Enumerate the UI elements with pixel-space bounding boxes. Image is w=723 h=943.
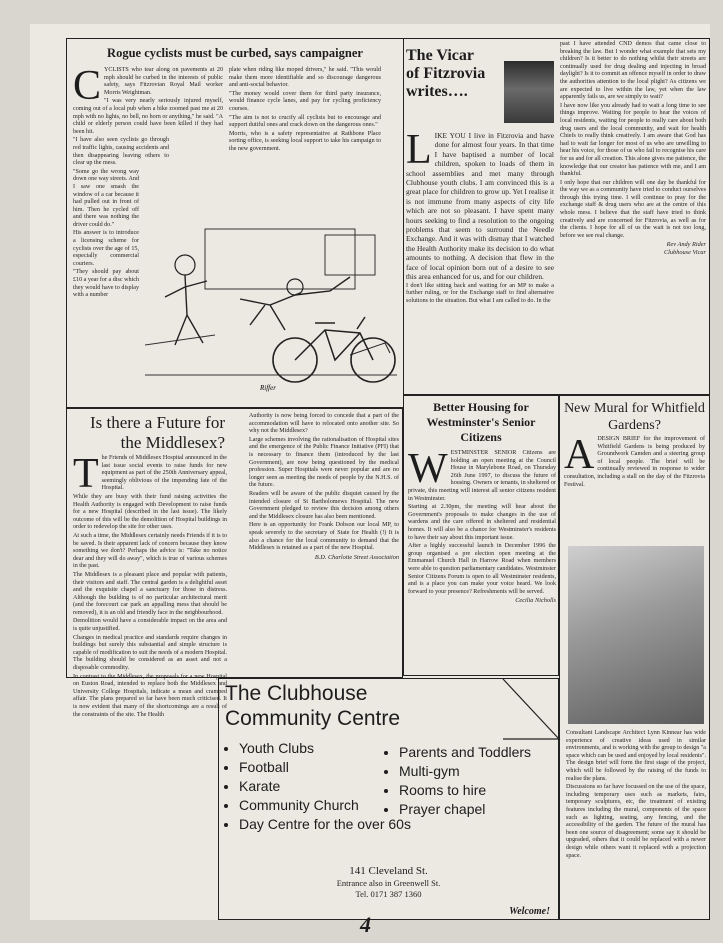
paragraph: past I have attended CND demos that came close to breaking the law. But I wonder what example that sets my children? Is it better to do nothing whilst their streets are continually used for drug dealing and injecting in broad daylight? Is it to commit an offence myself in order to draw the authorities attention to the local plight? As citizens we are expected to live within the law, yet when the law apparently fails us, are we simply to wait? [560, 41, 706, 101]
clubhouse-ad [218, 678, 559, 920]
vicar-signature-title: Clubhouse Vicar [663, 249, 706, 257]
vicar-col1 [406, 127, 554, 306]
drop-cap: W [408, 446, 448, 492]
drop-cap: L [406, 127, 432, 173]
facility-item: • Football [239, 758, 411, 777]
paragraph: I only hope that our children will one day be thankful for the way we as a community have tried to conduct ourselves through this trying time. I will continue to pray for the exchange staff & drug users who are at the centre of this whole mess. I believe that the staff have tried to think creatively and are concerned for Fitzrovia, as well as for the clients. I hope for all of us the wait is not too long, before we see real change. [560, 179, 706, 239]
paragraph: Demolition would have a considerable impact on the area and is quite unjustified. [73, 618, 227, 633]
housing-signature: Cecilia Nicholls [515, 597, 556, 605]
facility-item: • Rooms to hire [399, 781, 531, 800]
facility-item: • Karate [239, 777, 411, 796]
mural-headline: New Mural for Whitfield Gardens? [564, 401, 705, 433]
facility-item: • Multi-gym [399, 762, 531, 781]
housing-article [403, 395, 559, 676]
paragraph: Authority is now being forced to concede that a part of the accommodation will have to relocated onto another site. So why not the Middlesex? [249, 413, 399, 435]
paragraph: Here is an opportunity for Frank Dobson our local MP, to speak severely to the secretary of State for Health (!) It is also a chance for the local community to demand that the Middlesex is retained as a part of the new Hospital. [249, 522, 399, 552]
paragraph: "They should pay about £10 a year for a disc which they would have to display with a number [73, 269, 139, 299]
paragraph: The Middlesex is a pleasant place and popular with patients, their visitors and staff. The central garden is a delightful asset and the exquisite chapel a sanctuary for those in distress. Although the building is of no particular architectural merit (and the forecourt car park an appalling mess that should be removed), it is an old and friendly face in the neighbourhood. [73, 571, 227, 616]
paragraph: IKE YOU I live in Fitzrovia and have done for almost four years. In that time I have baptised a number of local children, spoken to loads of them in school assemblies and met many through Clubhouse youth clubs. I am convinced this is a great place for children to grow up. Yet I realise it is not immune from many aspects of city life which are not so pleasant. I have spent many hours seeking to find a resolution to the ongoing problems that seem to surround the Needle Exchange. And it was with dismay that I watched the Health Authority make its decision to do what amounts to nothing. A decision that flew in the face of local opinion born out of a desire to see this area enhanced for us, and for our children. [406, 131, 554, 282]
paragraph: "Some go the wrong way down one way streets. And I saw one smash the window of a car because it had pulled out in front of him. Then he cycled off and there was nothing the driver could do." [73, 168, 139, 228]
paragraph: Starting at 2.30pm, the meeting will hear about the Government's proposals to make changes in the use of wardens and the care offered in sheltered and residential homes. It will also be a chance for Westminster's residents to have their say about this important issue. [408, 504, 556, 541]
cyclists-col2 [229, 67, 381, 155]
paragraph: I have now like you already had to wait a long time to see things improve. Waiting for people to hear the voices of local residents, waiting for people to really care about both drug users and the local community, and wait for health Chiefs to really think creatively. I am aware that God has had to wait far longer for most of us who are unwilling to hear his voice, for those of us who fail to recognise his care for us and for all creation. This alone gives me patience, the knowledge that our creator has patience with me, and I am thankful. [560, 102, 706, 178]
facility-item: • Day Centre for the over 60s [239, 815, 411, 834]
vicar-signature-name: Rev Andy Rider [666, 241, 706, 249]
clubhouse-title [225, 681, 400, 731]
facility-item: • Prayer chapel [399, 800, 531, 819]
paragraph: he Friends of Middlesex Hospital announced in the last issue social events to raise funds for new equipment as part of the 250th Anniversary appeal, seemingly oblivious of the impending fate of the Hospital. [101, 455, 227, 492]
paragraph: I don't like sitting back and waiting for an MP to make a further ruling, or for the Exchange staff to find alternative solutions to the situation. But what I am called to do. In the [406, 282, 554, 304]
clubhouse-title-line: The Clubhouse [225, 682, 368, 705]
corner-triangle-icon [503, 679, 559, 739]
vicar-headline-line: The Vicar [406, 47, 474, 64]
clubhouse-entrance: Entrance also in Greenwell St. [336, 878, 441, 888]
middlesex-col2 [249, 413, 399, 562]
middlesex-headline: Is there a Future for the Middlesex? [89, 413, 225, 452]
cyclist-cartoon [145, 225, 397, 403]
drop-cap: C [73, 63, 102, 109]
drop-cap: A [564, 432, 595, 478]
paragraph: After a highly successful launch in December 1996 the group organised a pre election open meeting at the Emmanuel Church Hall in Harrow Road when members were able to question parliamentary candidates. Westminster Senior Citizens Forum is open to all Westminster residents, and is a place you can make your voice heard. We look forward to your presence? Refreshments will be served. [408, 543, 556, 595]
paragraph: ESTMINSTER SENIOR Citizens are holding an open meeting at the Council House in Marylebone Road, on Thursday 26th June 1997, to discuss the future of housing. Owners or tenants, in sheltered or private, this meeting will interest all senior citizens resident in Westminster. [408, 450, 556, 502]
paragraph: In contrast to the Middlesex, the proposals for a new Hospital on Euston Road, intended to replace both the Middlesex and University College Hospitals, indicate a mean and cramped affair. The plans prepared so far have been much criticised. It is now evident that many of the shortcomings are a result of the constraints of the site. The Health [73, 673, 227, 718]
paragraph: Morris, who is a safety representative at Rathbone Place sorting office, is seeking local support to take his campaign to the new government. [229, 130, 381, 152]
mural-body [566, 730, 706, 861]
paragraph: YCLISTS who tear along on pavements at 20 mph should be curbed in the interests of public safety, says Fitzrovian Royal Mail worker Morris Weightman. [104, 67, 223, 96]
paragraph: Changes in medical practice and standards require changes in buildings but surely this substantial and simple structure is capable of modification to suit the needs of a modern Hospital. The building should be considered as an asset and not a disposable commodity. [73, 634, 227, 672]
middlesex-signature: B.D. Charlotte Street Association [314, 553, 399, 561]
paragraph: Readers will be aware of the public disquiet caused by the intended closure of St Bartholomews Hospital. The new Government pledged to review this decision among others and the Middlesex closure has also been mentioned. [249, 490, 399, 520]
paragraph: DESIGN BRIEF for the improvement of Whitfield Gardens is being produced by Groundwork Camden and a steering group of local people. The brief will be continually reviewed in response to wider consultation, including a stall on the day of the Fitzrovia Festival. [564, 436, 705, 488]
mural-intro [564, 432, 705, 489]
paragraph: At such a time, the Middlesex certainly needs Friends if it is to be saved. Is their apparent lack of concern because they know something we don't? Perhaps the advice is: "Take no notice dear and they will do away", which is true of various schemes in the past. [73, 532, 227, 570]
mural-article [559, 395, 710, 920]
housing-body [408, 446, 556, 605]
vicar-headline-line: writes…. [406, 83, 468, 100]
facility-item: • Community Church [239, 796, 411, 815]
clubhouse-contact [219, 865, 558, 900]
paragraph: plate when riding like moped drivers," he said. "This would make them more identifiable and so discourage dangerous and anti-social behavior. [229, 67, 381, 89]
paragraph: "I have also seen cyclists go through red traffic lights, causing accidents and then disappearing leaving others to clear up the mess. [73, 137, 169, 167]
paragraph: Consultant Landscape Architect Lynn Kinnear has wide experience of creative ideas used in similar environments, and is working with the group to design "a space which can be used and enjoyed by local residents". The design brief will form the first stage of the project, which will be followed by the raising of the funds to realise the plans. [566, 730, 706, 782]
cyclists-headline: Rogue cyclists must be curbed, says campaigner [107, 46, 363, 60]
paragraph: Large schemes involving the rationalisation of Hospital sites and the emergence of the Public Finance Initiative (PFI) that is necessary to finance them (introduced by the last Government), are now being questioned by the medical profession. Super Hospitals were never popular and are no longer seen as meeting the needs of people by the N.H.S. of the future. [249, 436, 399, 489]
paragraph: "The aim is not to crucify all cyclists but to encourage and support dutiful ones and crack down on the dangerous ones." [229, 114, 381, 129]
vicar-headline-line: of Fitzrovia [406, 65, 486, 82]
facility-item: • Youth Clubs [239, 739, 411, 758]
clubhouse-right-list [387, 743, 531, 819]
paragraph: "I was very nearly seriously injured myself, coming out of a local pub when a bike zoomed past me at 20 mph with no lights, no bell, no horn or anything," he said. "A child or elderly person could have been killed if they had been hit. [73, 98, 223, 135]
vicar-photo [504, 61, 554, 123]
clubhouse-welcome: Welcome! [509, 906, 550, 917]
clubhouse-title-line: Community Centre [225, 707, 401, 730]
cartoon-signature: Riffer [260, 384, 276, 392]
middlesex-col1 [73, 451, 227, 720]
housing-headline: Better Housing for Westminster's Senior Citizens [426, 400, 536, 444]
newspaper-page [30, 24, 710, 937]
vicar-headline [406, 47, 506, 101]
paragraph: His answer is to introduce a licensing scheme for cyclists over the age of 15, especially commercial couriers. [73, 230, 139, 267]
mural-photo [568, 546, 704, 724]
vicar-article [403, 38, 710, 395]
page-number: 4 [360, 912, 371, 937]
facility-item: • Parents and Toddlers [399, 743, 531, 762]
paragraph: Discussions so far have focussed on the use of the space, including temporary uses such as markets, fairs, temporary sculptures, etc, the treatment of existing features including the mural, components of the space such as lighting, seating, any fencing, and the accessibility of the garden. The future of the mural has been one source of disagreement; some say it should be upgraded, others that it could be replaced with a newer design while others want it replaced with a projection space. [566, 784, 706, 859]
drop-cap: T [73, 451, 99, 497]
clubhouse-phone: Tel. 0171 387 1360 [355, 889, 422, 899]
clubhouse-address: 141 Cleveland St. [349, 865, 428, 877]
paragraph: "The money would cover them for third party insurance, would finance cycle lanes, and pay for cycling proficiency courses. [229, 90, 381, 112]
vicar-col2 [560, 41, 706, 257]
cyclists-article [66, 38, 403, 408]
paragraph: While they are busy with their fund raising activities the Health Authority is engaged with Development to raise funds for a new Hospital (described in the last issue). The likely outcome of this will be the demolition of Hospital buildings in order to redevelop the site for other uses. [73, 493, 227, 531]
